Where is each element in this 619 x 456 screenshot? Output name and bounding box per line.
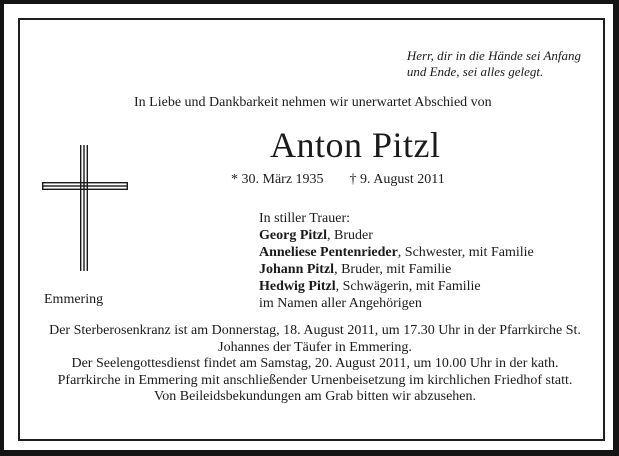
mourner-name: Hedwig Pitzl xyxy=(259,279,336,294)
intro-text: In Liebe und Dankbarkeit nehmen wir unerwartet Abschied von xyxy=(134,95,492,110)
mourners-list xyxy=(259,210,534,312)
mourner-name: Georg Pitzl xyxy=(259,228,328,243)
mourner-row xyxy=(259,278,534,295)
birth-date: * 30. März 1935 xyxy=(231,172,324,187)
mourner-relation: , Schwester, mit Familie xyxy=(397,245,534,260)
cross-icon xyxy=(42,145,128,271)
mourner-name: Anneliese Pentenrieder xyxy=(259,245,398,260)
announcement-mass: Der Seelengottesdienst findet am Samstag, 20. August 2011, um 10.00 Uhr in der kath. Pfarrkirche in Emmering mit anschließender Urnenbeisetzung im kirchlichen Friedhof statt. xyxy=(57,356,573,388)
quote-line-1: Herr, dir in die Hände sei Anfang xyxy=(406,48,581,63)
life-dates xyxy=(231,172,445,188)
place-name: Emmering xyxy=(44,292,104,307)
death-date: † 9. August 2011 xyxy=(349,172,445,187)
announcement-rosary: Der Sterberosenkranz ist am Donnerstag, 18. August 2011, um 17.30 Uhr in der Pfarrkirche St. Johannes der Täufer in Emmering. xyxy=(49,323,581,355)
mourner-relation: , Bruder, mit Familie xyxy=(334,262,452,277)
mourners-heading: In stiller Trauer: xyxy=(259,211,350,226)
mourner-row xyxy=(259,227,534,244)
mourner-name: Johann Pitzl xyxy=(259,262,335,277)
mourner-relation: , Bruder xyxy=(327,228,373,243)
deceased-name: Anton Pitzl xyxy=(270,125,441,165)
bible-quote xyxy=(407,48,581,80)
mourner-row xyxy=(259,244,534,261)
mourner-relation: , Schwägerin, mit Familie xyxy=(335,279,481,294)
announcement-condolences: Von Beileidsbekundungen am Grab bitten wir abzusehen. xyxy=(153,389,477,404)
quote-line-2: und Ende, sei alles gelegt. xyxy=(406,64,544,79)
announcements xyxy=(41,323,589,406)
mourners-closing: im Namen aller Angehörigen xyxy=(259,296,422,311)
mourner-row xyxy=(259,261,534,278)
